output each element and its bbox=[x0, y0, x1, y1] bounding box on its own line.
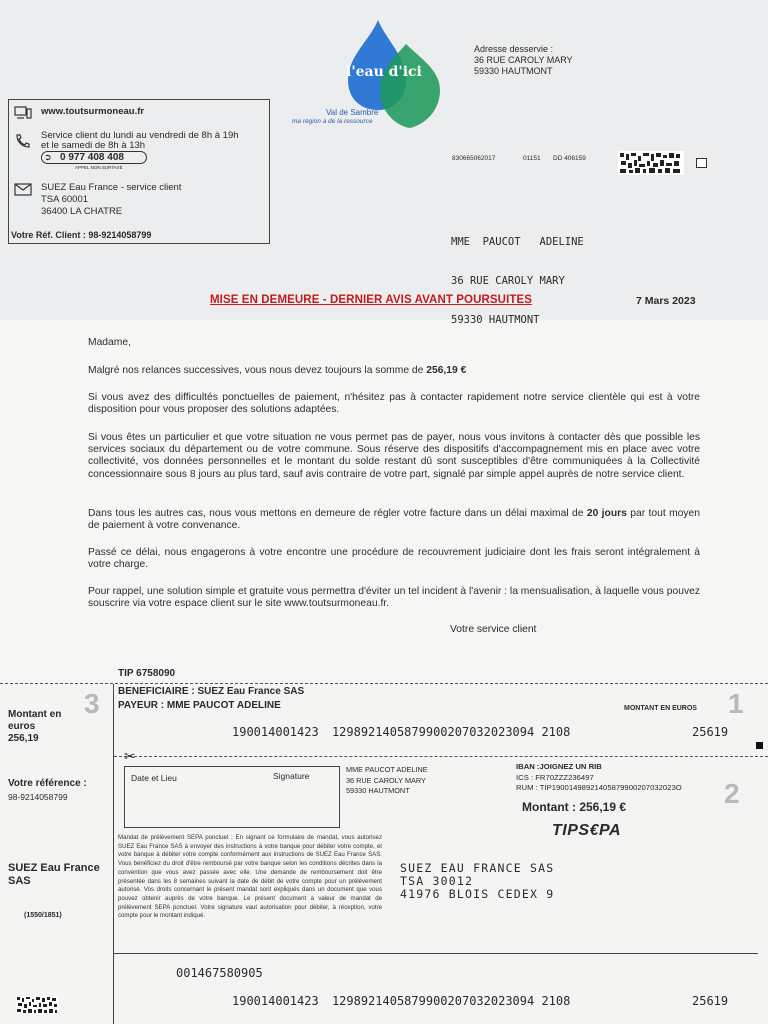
creditor-code: (1550/1851) bbox=[24, 912, 62, 919]
date-place-label: Date et Lieu bbox=[131, 773, 177, 783]
ocr-line-bottom bbox=[232, 994, 570, 1008]
recipient-line2: 36 RUE CAROLY MARY bbox=[451, 275, 565, 287]
amount-due-value: 256,19 € bbox=[426, 365, 467, 376]
mail-address-line3: 36400 LA CHATRE bbox=[41, 206, 123, 217]
logo-tagline-2: ma région a de la ressource bbox=[292, 118, 373, 125]
section-number-2: 2 bbox=[724, 778, 740, 809]
recipient-address bbox=[451, 210, 584, 340]
amount-line: Montant : 256,19 € bbox=[522, 800, 627, 814]
tear-line-middle bbox=[114, 756, 768, 757]
computer-phone-icon bbox=[14, 106, 32, 120]
recipient-line3: 59330 HAUTMONT bbox=[451, 314, 540, 326]
coupon-vertical-divider bbox=[113, 684, 114, 1024]
serving-address-line2: 59330 HAUTMONT bbox=[474, 66, 553, 76]
payer: PAYEUR : MME PAUCOT ADELINE bbox=[118, 700, 281, 711]
phone-number: 0 977 408 408 bbox=[60, 152, 124, 163]
payer-address-line1: MME PAUCOT ADELINE bbox=[346, 765, 428, 774]
paragraph-legal-procedure: Passé ce délai, nous engagerons à votre encontre une procédure de recouvrement judiciaire dont les frais seront intégralement à votre charge. bbox=[88, 547, 700, 571]
datamatrix-barcode bbox=[618, 151, 684, 175]
mail-address-line1: SUEZ Eau France - service client bbox=[41, 182, 182, 193]
formal-notice-text-a: Dans tous les autres cas, nous vous mettons en demeure de régler votre facture dans un délai maximal de bbox=[88, 508, 587, 519]
paragraph-amount-due bbox=[88, 365, 700, 377]
service-hours-1: Service client du lundi au vendredi de 8h à 19h bbox=[41, 130, 239, 141]
ocr-bottom-part2: 1298921405879900207032023094 2108 bbox=[331, 994, 571, 1008]
logo-tagline-1: Val de Sambre bbox=[326, 108, 379, 117]
section-number-3: 3 bbox=[84, 688, 100, 719]
contact-box bbox=[8, 99, 270, 244]
bottom-reference: 001467580905 bbox=[176, 966, 263, 980]
formal-notice-days: 20 jours bbox=[586, 508, 627, 519]
amount-label-line2: euros bbox=[8, 721, 36, 732]
tipsepa-logo: TIPS€PA bbox=[552, 822, 621, 839]
small-box-mark bbox=[696, 158, 707, 168]
payer-address-line3: 59330 HAUTMONT bbox=[346, 786, 410, 795]
serving-address-label: Adresse desservie : bbox=[474, 44, 554, 54]
beneficiary: BENEFICIAIRE : SUEZ Eau France SAS bbox=[118, 686, 305, 697]
scissors-icon: ✂ bbox=[124, 748, 136, 764]
your-reference-value: 98-9214058799 bbox=[8, 792, 68, 802]
phone-number-pill[interactable] bbox=[41, 151, 147, 164]
tear-line-top bbox=[0, 683, 768, 684]
bank-details bbox=[516, 762, 682, 794]
ocr-bottom-part3: 25619 bbox=[692, 994, 729, 1008]
ics: ICS : FR70ZZZ236497 bbox=[516, 772, 594, 782]
leau-dici-logo bbox=[292, 18, 450, 133]
salutation: Madame, bbox=[88, 337, 131, 348]
section-number-1: 1 bbox=[728, 688, 744, 719]
creditor-name bbox=[8, 862, 100, 888]
destination-line1: SUEZ EAU FRANCE SAS bbox=[400, 861, 555, 875]
paragraph-social-services: Si vous êtes un particulier et que votre situation ne vous permet pas de payer, nous vous invitons à contacter dès que possible les services sociaux du département ou de votre commune. Sous réserve des dispositifs d'accompagnement mis en place avec votre collectivité, vos données personnelles et le montant du solde restant dû sont susceptibles d'être communiquées à la Collectivité concessionnaire sous 8 jours au plus tard, sauf avis contraire de votre part, signalé par simple appel auprès de notre service client. bbox=[88, 432, 700, 480]
ocr-top-part3: 25619 bbox=[692, 725, 729, 739]
letter-signature: Votre service client bbox=[450, 624, 537, 635]
signature-label: Signature bbox=[273, 771, 310, 781]
envelope-icon bbox=[14, 183, 32, 197]
notice-date: 7 Mars 2023 bbox=[636, 295, 696, 307]
ocr-line-top bbox=[232, 725, 570, 739]
contact-website[interactable]: www.toutsurmoneau.fr bbox=[41, 106, 145, 117]
amount-label bbox=[8, 709, 61, 745]
black-registration-mark bbox=[756, 742, 763, 749]
phone-icon bbox=[14, 133, 32, 147]
ocr-top-part2: 1298921405879900207032023094 2108 bbox=[331, 725, 571, 739]
ref-code-3: DD 406159 bbox=[553, 155, 586, 162]
creditor-name-line2: SAS bbox=[8, 875, 31, 887]
phone-arrow-icon: ➲ bbox=[44, 152, 52, 162]
amount-value: 256,19 bbox=[8, 733, 39, 744]
paragraph-difficulties: Si vous avez des difficultés ponctuelles de paiement, n'hésitez pas à contacter rapidement notre service clientèle qui est à votre disposition pour vous proposer des solutions adaptées. bbox=[88, 392, 700, 416]
ocr-bottom-part1: 190014001423 bbox=[232, 994, 319, 1008]
small-barcode bbox=[16, 996, 58, 1014]
serving-address-line1: 36 RUE CAROLY MARY bbox=[474, 55, 573, 65]
iban: IBAN :JOIGNEZ UN RIB bbox=[516, 762, 602, 771]
ref-code-1: 830665062017 bbox=[452, 155, 496, 162]
destination-address bbox=[400, 862, 554, 901]
client-reference: Votre Réf. Client : 98-9214058799 bbox=[11, 230, 152, 240]
date-signature-box[interactable] bbox=[124, 766, 340, 828]
paragraph-amount-due-text: Malgré nos relances successives, vous nous devez toujours la somme de bbox=[88, 365, 427, 376]
destination-line2: TSA 30012 bbox=[400, 874, 474, 888]
destination-line3: 41976 BLOIS CEDEX 9 bbox=[400, 887, 555, 901]
tip-number: TIP 6758090 bbox=[118, 668, 176, 679]
sepa-mandate-text: Mandat de prélèvement SEPA ponctuel : En signant ce formulaire de mandat, vous autorisez SUEZ Eau France SAS à envoyer des instructions à votre banque pour débiter votre compte, et votre banque à débiter votre compte conformément aux instructions de SUEZ Eau France SAS. Vous bénéficiez du droit d'être remboursé par votre banque selon les conditions décrites dans la convention que vous avez passée avec elle. Une demande de remboursement doit être présentée dans les 8 semaines suivant la date de débit de votre compte pour un prélèvement autorisé. Vos droits concernant le présent mandat sont expliqués dans un document que vous pouvez obtenir auprès de votre banque. Le présent document a valeur de mandat de prélèvement SEPA ponctuel. Votre signature vaut autorisation pour débiter, à réception, votre compte pour le montant indiqué. bbox=[118, 834, 382, 920]
formal-notice-text-b: par tout moyen de paiement à votre convenance. bbox=[88, 508, 701, 532]
ocr-top-part1: 190014001423 bbox=[232, 725, 319, 739]
payer-address-line2: 36 RUE CAROLY MARY bbox=[346, 775, 426, 785]
creditor-name-line1: SUEZ Eau France bbox=[8, 862, 100, 874]
amount-label-line1: Montant en bbox=[8, 709, 62, 720]
phone-note: APPEL NON SURTAXÉ bbox=[75, 165, 123, 170]
rum: RUM : TIP19001498921405879900207032023O bbox=[516, 783, 682, 792]
paragraph-formal-notice bbox=[88, 508, 700, 532]
mail-address-line2: TSA 60001 bbox=[41, 194, 89, 205]
bottom-separator-line bbox=[114, 953, 758, 954]
payer-address-block bbox=[346, 765, 428, 797]
amount-in-euros-header: MONTANT EN EUROS bbox=[624, 705, 697, 712]
recipient-line1: MME PAUCOT ADELINE bbox=[451, 236, 584, 248]
ref-code-2: 01151 bbox=[523, 155, 541, 162]
paragraph-monthly-payment: Pour rappel, une solution simple et gratuite vous permettra d'éviter un tel incident à l'avenir : la mensualisation, à laquelle vous pouvez souscrire via votre espace client sur le site www.toutsurmoneau.fr. bbox=[88, 586, 700, 610]
logo-brand-text: l'eau d'ici bbox=[346, 64, 422, 80]
your-reference-label: Votre référence : bbox=[8, 778, 87, 789]
service-hours-2: et le samedi de 8h à 13h bbox=[41, 140, 146, 151]
serving-address bbox=[474, 44, 573, 77]
notice-title: MISE EN DEMEURE - DERNIER AVIS AVANT POURSUITES bbox=[210, 294, 533, 306]
